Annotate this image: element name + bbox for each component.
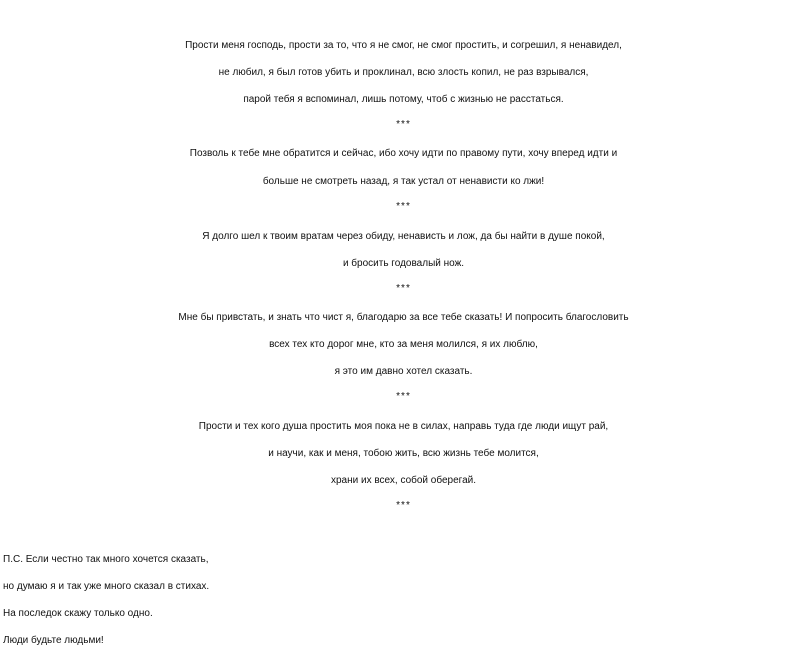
stanza-5-line-1: Прости и тех кого душа простить моя пока не в силах, направь туда где люди ищут рай, bbox=[198, 421, 609, 432]
stanza-4-line-1: Мне бы привстать, и знать что чист я, благодарю за все тебе сказать! И попросить благословить bbox=[178, 312, 629, 323]
stanza-2-line-2: больше не смотреть назад, я так устал от ненависти ко лжи! bbox=[262, 176, 545, 187]
postscript-line-3: На последок скажу только одно. bbox=[3, 608, 153, 619]
stanza-5-line-3: храни их всех, собой оберегай. bbox=[330, 475, 476, 486]
stanza-1-line-3: парой тебя я вспоминал, лишь потому, чтоб с жизнью не расстаться. bbox=[243, 94, 564, 105]
stanza-5-line-2: и научи, как и меня, тобою жить, всю жизнь тебе молится, bbox=[268, 448, 539, 459]
separator-2: *** bbox=[396, 201, 411, 212]
separator-5: *** bbox=[396, 500, 411, 511]
stanza-1-line-2: не любил, я был готов убить и проклинал, всю злость копил, не раз взрывался, bbox=[218, 67, 589, 78]
postscript-line-2: но думаю я и так уже много сказал в стихах. bbox=[3, 581, 210, 592]
separator-3: *** bbox=[396, 283, 411, 294]
stanza-3-line-1: Я долго шел к твоим вратам через обиду, ненависть и лож, да бы найти в душе покой, bbox=[202, 231, 605, 242]
stanza-1-line-1: Прости меня господь, прости за то, что я не смог, не смог простить, и согрешил, я ненавидел, bbox=[185, 40, 622, 51]
separator-1: *** bbox=[396, 119, 411, 130]
stanza-4-line-2: всех тех кто дорог мне, кто за меня молился, я их люблю, bbox=[269, 339, 538, 350]
stanza-2-line-1: Позволь к тебе мне обратится и сейчас, ибо хочу идти по правому пути, хочу вперед идти и bbox=[189, 148, 618, 159]
stanza-3-line-2: и бросить годовалый нож. bbox=[342, 258, 465, 269]
postscript-line-4: Люди будьте людьми! bbox=[3, 635, 104, 646]
stanza-4-line-3: я это им давно хотел сказать. bbox=[334, 366, 473, 377]
postscript-line-1: П.С. Если честно так много хочется сказать, bbox=[3, 554, 209, 565]
separator-4: *** bbox=[396, 391, 411, 402]
